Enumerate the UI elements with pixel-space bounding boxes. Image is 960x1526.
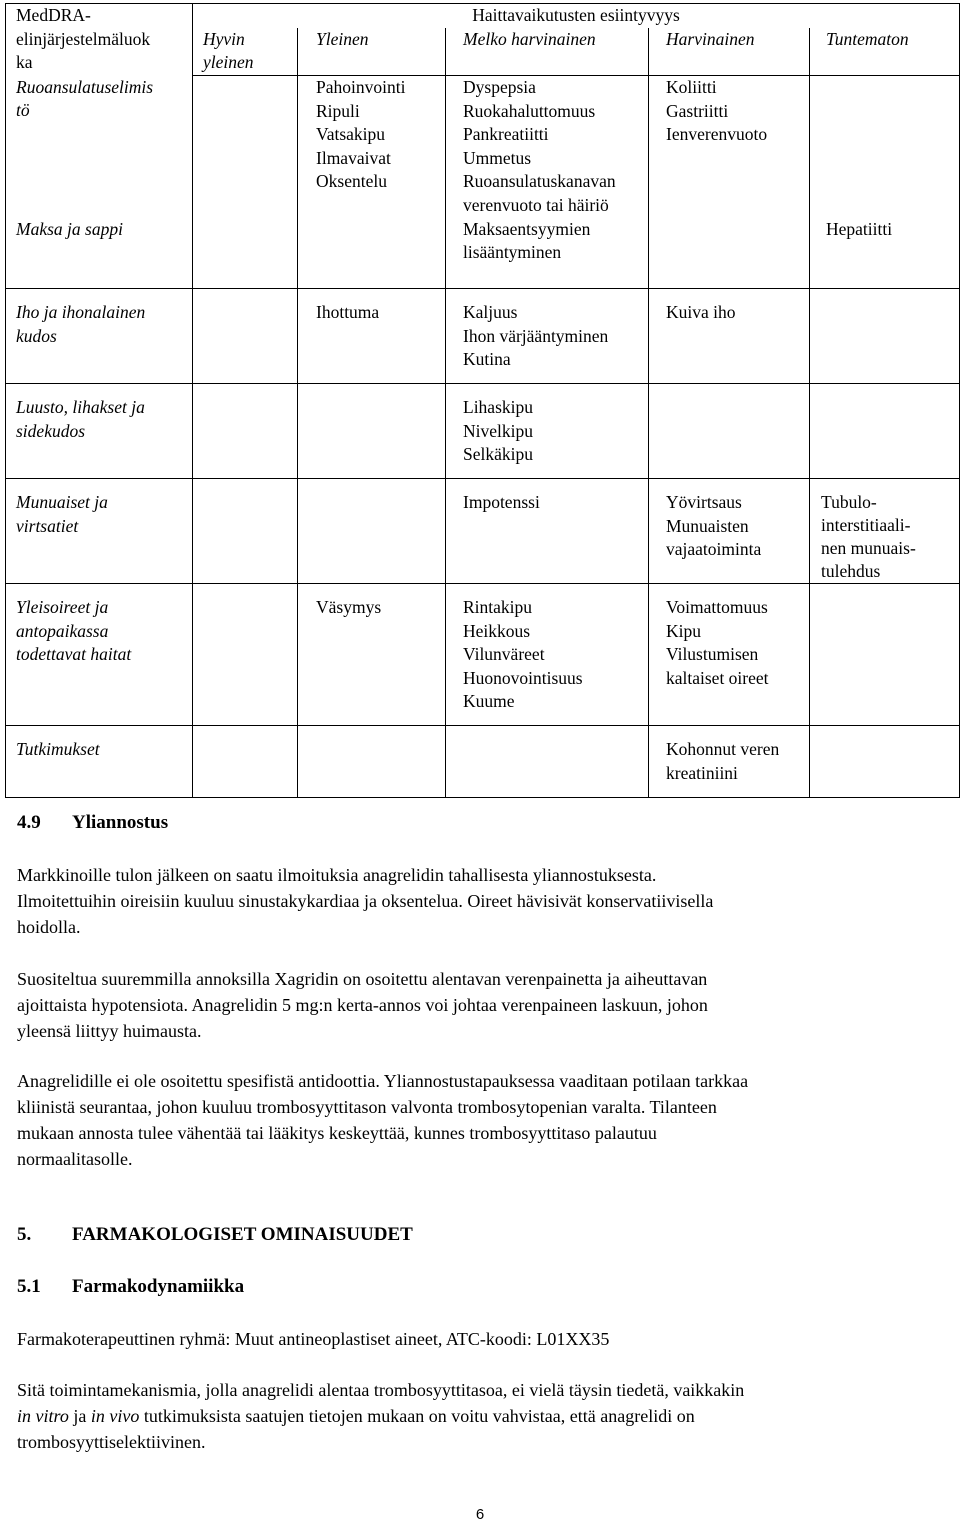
cell-empty (298, 384, 446, 479)
soc-skin: Iho ja ihonalainen kudos (6, 289, 193, 384)
freq-very-common: Hyvin yleinen (193, 28, 298, 76)
investigations-rare: Kohonnut veren kreatiniini (649, 726, 810, 798)
paragraph-overdose-reports: Markkinoille tulon jälkeen on saatu ilmoituksia anagrelidin tahallisesta yliannostuksesta. Ilmoitettuihin oireisiin kuuluu sinustakykardiaa ja oksentelua. Oireet hävisivät konservatiivisella hoidolla. (17, 865, 714, 937)
renal-unknown: Tubulo- interstitiaali- nen munuais- tulehdus (810, 479, 960, 584)
cell-empty (810, 76, 960, 218)
section-heading-pharmacodynamics (17, 1276, 244, 1298)
paragraph-mechanism: Sitä toimintamekanismia, jolla anagrelidi alentaa trombosyyttitasoa, ei vielä täysin tiedetä, vaikkakin in vitro ja in vivo tutkimuksista saatujen tietojen mukaan on voitu vahvistaa, että anagrelidi on trombosyyttiselektiivinen. (17, 1377, 937, 1455)
gi-uncommon: Dyspepsia Ruokahaluttomuus Pankreatiitti Ummetus Ruoansulatuskanavan verenvuoto tai häiriö (446, 76, 649, 218)
freq-uncommon: Melko harvinainen (446, 28, 649, 76)
paragraph-atc-code: Farmakoterapeuttinen ryhmä: Muut antineoplastiset aineet, ATC-koodi: L01XX35 (17, 1329, 610, 1349)
freq-rare: Harvinainen (649, 28, 810, 76)
musculoskeletal-uncommon: Lihaskipu Nivelkipu Selkäkipu (446, 384, 649, 479)
skin-uncommon: Kaljuus Ihon värjääntyminen Kutina (446, 289, 649, 384)
paragraph-hypotension: Suositeltua suuremmilla annoksilla Xagridin on osoitettu alentavan verenpainetta ja aiheuttavan ajoittaista hypotensiota. Anagrelidin 5 mg:n kerta-annos voi johtaa verenpaineen laskuun, johon yleensä liittyy huimausta. (17, 969, 708, 1041)
cell-empty (298, 479, 446, 584)
cell-empty (193, 76, 298, 218)
cell-empty (810, 584, 960, 726)
soc-musculoskeletal: Luusto, lihakset ja sidekudos (6, 384, 193, 479)
cell-empty (810, 289, 960, 384)
renal-uncommon: Impotenssi (446, 479, 649, 584)
frequency-title: Haittavaikutusten esiintyvyys (193, 4, 960, 28)
section-title: Farmakodynamiikka (72, 1276, 245, 1297)
soc-gastrointestinal: Ruoansulatuselimis tö (6, 76, 193, 218)
skin-common: Ihottuma (298, 289, 446, 384)
section-number: 4.9 (17, 812, 41, 833)
cell-empty (649, 384, 810, 479)
cell-empty (193, 289, 298, 384)
soc-renal: Munuaiset ja virtsatiet (6, 479, 193, 584)
soc-general: Yleisoireet ja antopaikassa todettavat haitat (6, 584, 193, 726)
cell-empty (298, 218, 446, 289)
freq-common: Yleinen (298, 28, 446, 76)
section-title: Yliannostus (72, 812, 169, 833)
cell-empty (193, 218, 298, 289)
section-number: 5.1 (17, 1276, 41, 1297)
cell-empty (810, 726, 960, 798)
soc-hepatobiliary: Maksa ja sappi (6, 218, 193, 289)
section-title: FARMAKOLOGISET OMINAISUUDET (72, 1224, 413, 1245)
gi-rare: Koliitti Gastriitti Ienverenvuoto (649, 76, 810, 218)
cell-empty (193, 584, 298, 726)
soc-header-line: MedDRA- (16, 5, 91, 25)
cell-empty (298, 726, 446, 798)
adverse-reactions-table (5, 3, 960, 798)
mechanism-line-2: in vitro ja in vivo tutkimuksista saatujen tietojen mukaan on voitu vahvistaa, että anagrelidi on (17, 1406, 695, 1426)
paragraph-antidote: Anagrelidille ei ole osoitettu spesifistä antidoottia. Yliannostustapauksessa vaaditaan potilaan tarkkaa kliinistä seurantaa, johon kuuluu trombosyyttitason valvonta trombosytopenian varalta. Tilanteen mukaan annosta tulee vähentää tai lääkitys keskeyttää, kunnes trombosyyttitaso palautuu normaalitasolle. (17, 1071, 749, 1169)
renal-rare: Yövirtsaus Munuaisten vajaatoiminta (649, 479, 810, 584)
cell-empty (649, 218, 810, 289)
cell-empty (810, 384, 960, 479)
hepatobiliary-uncommon: Maksaentsyymien lisääntyminen (446, 218, 649, 289)
section-number: 5. (17, 1224, 32, 1245)
cell-empty (193, 384, 298, 479)
general-common: Väsymys (298, 584, 446, 726)
freq-unknown: Tuntematon (810, 28, 960, 76)
skin-rare: Kuiva iho (649, 289, 810, 384)
soc-header-cell (6, 4, 193, 76)
hepatobiliary-unknown: Hepatiitti (810, 218, 960, 289)
general-uncommon: Rintakipu Heikkous Vilunväreet Huonovointisuus Kuume (446, 584, 649, 726)
cell-empty (446, 726, 649, 798)
section-heading-overdose (17, 812, 168, 834)
section-heading-pharmacological (17, 1224, 413, 1246)
general-rare: Voimattomuus Kipu Vilustumisen kaltaiset oireet (649, 584, 810, 726)
page-number: 6 (475, 1506, 485, 1523)
soc-header-line: ka (16, 52, 33, 72)
soc-header-line: elinjärjestelmäluok (16, 28, 151, 49)
gi-common: Pahoinvointi Ripuli Vatsakipu Ilmavaivat Oksentelu (298, 76, 446, 218)
cell-empty (193, 479, 298, 584)
soc-investigations: Tutkimukset (6, 726, 193, 798)
cell-empty (193, 726, 298, 798)
